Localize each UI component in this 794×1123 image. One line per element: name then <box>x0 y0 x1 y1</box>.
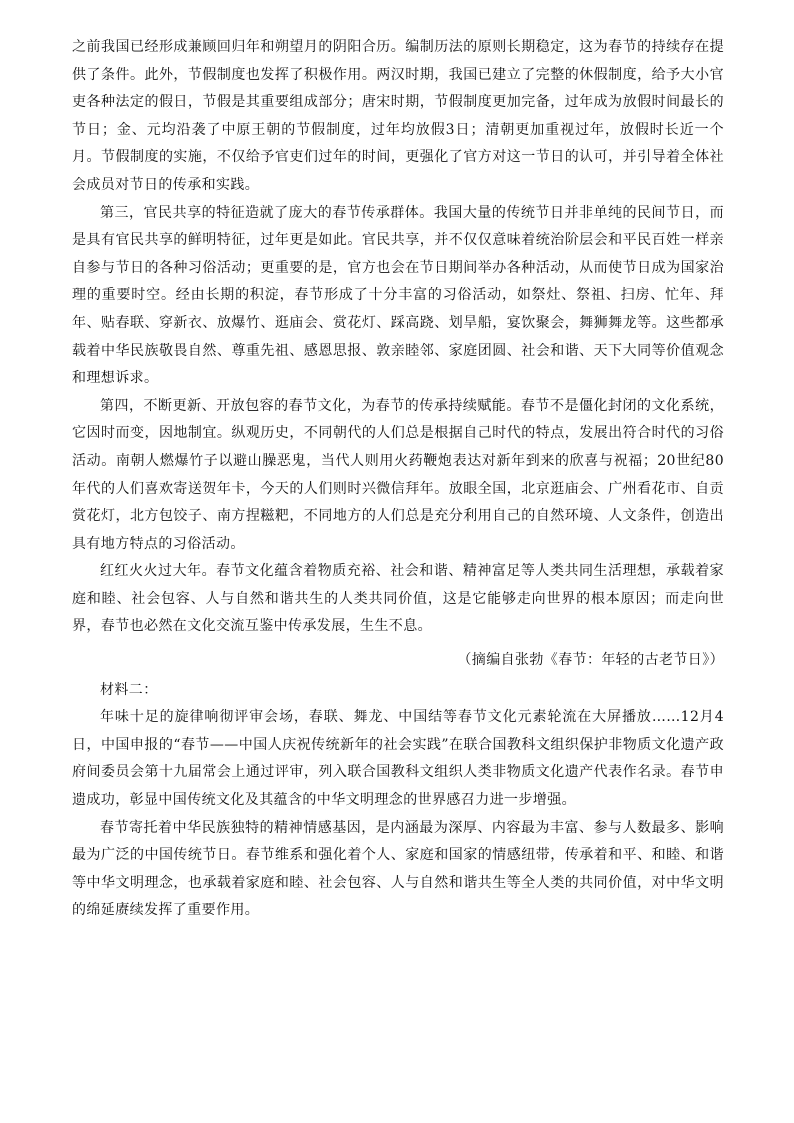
paragraph-heritage-news: 年味十足的旋律响彻评审会场，春联、舞龙、中国结等春节文化元素轮流在大屏播放……12月4日，中国申报的“春节——中国人庆祝传统新年的社会实践”在联合国教科文组织保护非物质文化遗产政府间委员会第十九届常会上通过评审，列入联合国教科文组织人类非物质文化遗产代表作名录。春节申遗成功，彰显中国传统文化及其蕴含的中华文明理念的世界感召力进一步增强。 <box>72 709 724 809</box>
paragraph-continuation: 之前我国已经形成兼顾回归年和朔望月的阴阳合历。编制历法的原则长期稳定，这为春节的持续存在提供了条件。此外，节假制度也发挥了积极作用。两汉时期，我国已建立了完整的休假制度，给予大小官吏各种法定的假日，节假是其重要组成部分；唐宋时期，节假制度更加完备，过年成为放假时间最长的节日；金、元均沿袭了中原王朝的节假制度，过年均放假3日；清朝更加重视过年，放假时长近一个月。节假制度的实施，不仅给予官吏们过年的时间，更强化了官方对这一节日的认可，并引导着全体社会成员对节日的传承和实践。 <box>72 39 724 193</box>
paragraph-fourth-point: 第四，不断更新、开放包容的春节文化，为春节的传承持续赋能。春节不是僵化封闭的文化系统，它因时而变，因地制宜。纵观历史，不同朝代的人们总是根据自己时代的特点，发展出符合时代的习俗活动。南朝人燃爆竹子以避山臊恶鬼，当代人则用火药鞭炮表达对新年到来的欣喜与祝福；20世纪80年代的人们喜欢寄送贺年卡，今天的人们则时兴微信拜年。放眼全国，北京逛庙会、广州看花市、自贡赏花灯，北方包饺子、南方捏糍粑，不同地方的人们总是充分利用自己的自然环境、人文条件，创造出具有地方特点的习俗活动。 <box>72 397 724 552</box>
material-two-heading: 材料二： <box>100 681 158 698</box>
paragraph-third-point: 第三，官民共享的特征造就了庞大的春节传承群体。我国大量的传统节日并非单纯的民间节日，而是具有官民共享的鲜明特征，过年更是如此。官民共享，并不仅仅意味着统治阶层会和平民百姓一样亲自参与节日的各种习俗活动；更重要的是，官方也会在节日期间举办各种活动，从而使节日成为国家治理的重要时空。经由长期的积淀，春节形成了十分丰富的习俗活动，如祭灶、祭祖、扫房、忙年、拜年、贴春联、穿新衣、放爆竹、逛庙会、赏花灯、踩高跷、划旱船，宴饮聚会，舞狮舞龙等。这些都承载着中华民族敬畏自然、尊重先祖、感恩思报、敦亲睦邻、家庭团圆、社会和谐、天下大同等价值观念和理想诉求。 <box>72 204 724 387</box>
document-page <box>72 34 724 925</box>
paragraph-conclusion: 红红火火过大年。春节文化蕴含着物质充裕、社会和谐、精神富足等人类共同生活理想，承载着家庭和睦、社会包容、人与自然和谐共生的人类共同价值，这是它能够走向世界的根本原因；而走向世界，春节也必然在文化交流互鉴中传承发展，生生不息。 <box>72 563 724 635</box>
paragraph-spring-festival-values: 春节寄托着中华民族独特的精神情感基因，是内涵最为深厚、内容最为丰富、参与人数最多、影响最为广泛的中国传统节日。春节维系和强化着个人、家庭和国家的情感纽带，传承着和平、和睦、和谐等中华文明理念，也承载着家庭和睦、社会包容、人与自然和谐共生等全人类的共同价值，对中华文明的绵延赓续发挥了重要作用。 <box>72 819 724 919</box>
source-citation: （摘编自张勃《春节：年轻的古老节日》） <box>457 652 724 669</box>
